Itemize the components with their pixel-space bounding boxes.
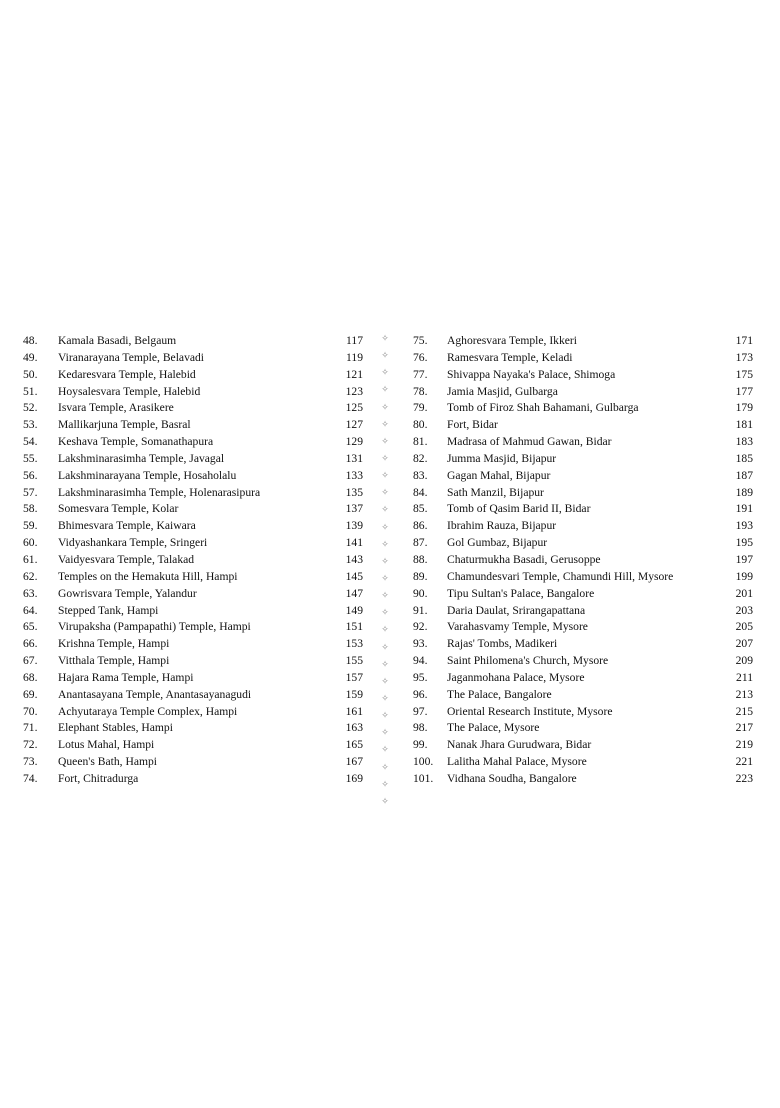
entry-title: Lotus Mahal, Hampi [58,738,155,752]
entry-number: 97. [413,704,428,718]
entry-title: Tomb of Qasim Barid II, Bidar [447,502,591,516]
entry-number: 79. [413,401,428,415]
contents-entry [23,485,363,502]
contents-entry [23,586,363,603]
entry-page-number: 201 [735,586,753,600]
contents-entry [23,367,363,384]
entry-number: 63. [23,586,38,600]
entry-page-number: 211 [736,670,753,684]
entry-page-number: 185 [735,451,753,465]
divider-ornament-icon: ✧ [381,488,389,499]
entry-title: Krishna Temple, Hampi [58,637,170,651]
contents-entry [413,603,753,620]
contents-entry [413,771,753,788]
entry-number: 67. [23,654,38,668]
entry-title: Ibrahim Rauza, Bijapur [447,519,557,533]
entry-page-number: 223 [735,771,753,785]
entry-page-number: 147 [345,586,363,600]
entry-title: Bhimesvara Temple, Kaiwara [58,519,196,533]
entry-number: 95. [413,670,428,684]
entry-number: 70. [23,704,38,718]
entry-title: Sath Manzil, Bijapur [447,485,544,499]
entry-number: 87. [413,536,428,550]
entry-number: 86. [413,519,428,533]
contents-entry [23,400,363,417]
entry-page-number: 215 [735,704,753,718]
entry-number: 50. [23,367,38,381]
entry-title: Virupaksha (Pampapathi) Temple, Hampi [58,620,251,634]
entry-page-number: 143 [345,552,363,566]
divider-ornament-icon: ✧ [381,728,389,739]
contents-entry [413,636,753,653]
entry-page-number: 173 [735,350,753,364]
divider-ornament-icon: ✧ [381,796,389,807]
entry-title: Fort, Chitradurga [58,771,139,785]
entry-page-number: 145 [345,569,363,583]
entry-title: Kamala Basadi, Belgaum [58,334,177,347]
contents-entry [23,653,363,670]
contents-entry [23,720,363,737]
entry-number: 51. [23,384,38,398]
entry-number: 71. [23,721,38,735]
entry-page-number: 149 [345,603,363,617]
entry-page-number: 153 [345,637,363,651]
entry-number: 91. [413,603,428,617]
contents-entry [413,518,753,535]
entry-page-number: 121 [345,367,363,381]
entry-number: 99. [413,738,428,752]
contents-entry [23,417,363,434]
entry-title: Lakshminarasimha Temple, Holenarasipura [58,485,261,499]
entry-number: 92. [413,620,428,634]
entry-page-number: 167 [345,755,363,769]
contents-entry [413,619,753,636]
contents-entry [413,535,753,552]
entry-title: Vitthala Temple, Hampi [58,654,170,668]
contents-entry [413,653,753,670]
contents-entry [413,333,753,350]
entry-title: Lakshminarasimha Temple, Javagal [58,451,225,465]
divider-ornament-icon: ✧ [381,351,389,362]
contents-entry [413,586,753,603]
contents-entry [413,417,753,434]
divider-ornament-icon: ✧ [381,608,389,619]
contents-entry [23,603,363,620]
divider-ornament-icon: ✧ [381,762,389,773]
entry-number: 57. [23,485,38,499]
contents-entry [23,687,363,704]
entry-title: Jamia Masjid, Gulbarga [447,384,558,398]
entry-title: Kedaresvara Temple, Halebid [58,367,196,381]
contents-entry [23,468,363,485]
entry-title: Mallikarjuna Temple, Basral [58,418,191,432]
contents-entry [23,670,363,687]
contents-entry [23,619,363,636]
entry-number: 62. [23,569,38,583]
divider-ornament-icon: ✧ [381,539,389,550]
entry-page-number: 155 [345,654,363,668]
entry-number: 68. [23,670,38,684]
entry-title: Rajas' Tombs, Madikeri [447,637,558,651]
entry-page-number: 213 [735,687,753,701]
entry-title: Queen's Bath, Hampi [58,755,158,769]
entry-number: 81. [413,435,428,449]
entry-page-number: 203 [735,603,753,617]
entry-number: 49. [23,350,38,364]
entry-title: Tipu Sultan's Palace, Bangalore [447,586,595,600]
entry-page-number: 183 [735,435,753,449]
entry-number: 75. [413,334,428,347]
entry-page-number: 129 [345,435,363,449]
entry-title: Anantasayana Temple, Anantasayanagudi [58,687,252,701]
entry-number: 58. [23,502,38,516]
entry-number: 69. [23,687,38,701]
entry-number: 85. [413,502,428,516]
divider-ornament-icon: ✧ [381,659,389,670]
entry-number: 60. [23,536,38,550]
entry-number: 73. [23,755,38,769]
entry-title: The Palace, Mysore [447,721,540,735]
entry-number: 96. [413,687,428,701]
entry-page-number: 205 [735,620,753,634]
entry-number: 55. [23,451,38,465]
divider-ornament-icon: ✧ [381,676,389,687]
contents-entry [413,569,753,586]
entry-title: Elephant Stables, Hampi [58,721,173,735]
entry-number: 52. [23,401,38,415]
entry-page-number: 209 [735,654,753,668]
entry-title: Vidyashankara Temple, Sringeri [58,536,208,550]
entry-number: 90. [413,586,428,600]
contents-column-right [413,333,753,788]
contents-entry [413,720,753,737]
contents-entry [23,333,363,350]
divider-ornament-icon: ✧ [381,745,389,756]
divider-ornament-icon: ✧ [381,591,389,602]
divider-ornament-icon: ✧ [381,505,389,516]
entry-number: 59. [23,519,38,533]
entry-page-number: 177 [735,384,753,398]
divider-ornament-icon: ✧ [381,522,389,533]
entry-title: Viranarayana Temple, Belavadi [58,350,205,364]
entry-number: 93. [413,637,428,651]
contents-entry [413,468,753,485]
entry-page-number: 187 [735,468,753,482]
contents-entry [413,670,753,687]
entry-number: 76. [413,350,428,364]
contents-entry [413,350,753,367]
divider-ornament-icon: ✧ [381,779,389,790]
entry-number: 53. [23,418,38,432]
entry-title: Somesvara Temple, Kolar [58,502,179,516]
entry-title: Stepped Tank, Hampi [58,603,159,617]
contents-entry [23,535,363,552]
entry-number: 94. [413,654,428,668]
entry-number: 77. [413,367,428,381]
entry-number: 100. [413,755,434,769]
entry-title: Lakshminarayana Temple, Hosaholalu [58,468,237,482]
entry-title: Hajara Rama Temple, Hampi [58,670,194,684]
entry-title: Lalitha Mahal Palace, Mysore [447,755,587,769]
entry-title: Gowrisvara Temple, Yalandur [58,586,197,600]
entry-number: 64. [23,603,38,617]
contents-entry [23,350,363,367]
entry-title: Varahasvamy Temple, Mysore [447,620,588,634]
entry-page-number: 163 [345,721,363,735]
entry-page-number: 189 [735,485,753,499]
entry-number: 65. [23,620,38,634]
contents-entry [413,434,753,451]
contents-entry [23,434,363,451]
entry-title: Keshava Temple, Somanathapura [58,435,214,449]
entry-page-number: 193 [735,519,753,533]
entry-title: Vaidyesvara Temple, Talakad [58,552,195,566]
ornamental-divider [379,335,391,807]
entry-page-number: 191 [735,502,753,516]
contents-entry [23,501,363,518]
entry-title: Oriental Research Institute, Mysore [447,704,613,718]
entry-page-number: 123 [345,384,363,398]
contents-entry [413,451,753,468]
entry-page-number: 157 [345,670,363,684]
divider-ornament-icon: ✧ [381,368,389,379]
entry-title: Ramesvara Temple, Keladi [447,350,573,364]
entry-title: Aghoresvara Temple, Ikkeri [447,334,577,347]
divider-ornament-icon: ✧ [381,402,389,413]
entry-title: Madrasa of Mahmud Gawan, Bidar [447,435,612,449]
divider-ornament-icon: ✧ [381,693,389,704]
entry-page-number: 151 [345,620,363,634]
entry-page-number: 127 [345,418,363,432]
contents-entry [23,451,363,468]
entry-page-number: 179 [735,401,753,415]
contents-entry [413,704,753,721]
entry-page-number: 199 [735,569,753,583]
entry-title: Saint Philomena's Church, Mysore [447,654,609,668]
contents-entry [23,636,363,653]
entry-title: Gol Gumbaz, Bijapur [447,536,548,550]
entry-number: 78. [413,384,428,398]
contents-entry [23,771,363,788]
entry-number: 66. [23,637,38,651]
contents-column-left [23,333,363,788]
entry-number: 83. [413,468,428,482]
entry-title: Gagan Mahal, Bijapur [447,468,551,482]
entry-title: Daria Daulat, Srirangapattana [447,603,586,617]
entry-title: Chaturmukha Basadi, Gerusoppe [447,552,601,566]
entry-number: 61. [23,552,38,566]
contents-entry [23,704,363,721]
entry-page-number: 141 [345,536,363,550]
contents-entry [413,400,753,417]
contents-entry [23,754,363,771]
entry-number: 48. [23,334,38,347]
contents-entry [413,754,753,771]
entry-number: 89. [413,569,428,583]
entry-page-number: 161 [345,704,363,718]
entry-page-number: 159 [345,687,363,701]
entry-page-number: 119 [346,350,363,364]
entry-number: 98. [413,721,428,735]
contents-entry [23,552,363,569]
entry-page-number: 207 [735,637,753,651]
entry-title: Vidhana Soudha, Bangalore [447,771,577,785]
entry-page-number: 171 [735,334,753,347]
contents-entry [23,518,363,535]
contents-entry [413,552,753,569]
entry-page-number: 197 [735,552,753,566]
entry-number: 101. [413,771,434,785]
entry-number: 74. [23,771,38,785]
contents-entry [413,687,753,704]
entry-page-number: 139 [345,519,363,533]
entry-page-number: 181 [735,418,753,432]
entry-page-number: 137 [345,502,363,516]
entry-number: 54. [23,435,38,449]
entry-page-number: 125 [345,401,363,415]
entry-page-number: 135 [345,485,363,499]
divider-ornament-icon: ✧ [381,334,389,344]
contents-entry [413,384,753,401]
entry-title: The Palace, Bangalore [447,687,552,701]
contents-entry [413,737,753,754]
entry-title: Chamundesvari Temple, Chamundi Hill, Mysore [447,569,674,583]
entry-title: Achyutaraya Temple Complex, Hampi [58,704,238,718]
entry-page-number: 133 [345,468,363,482]
divider-ornament-icon: ✧ [381,471,389,482]
entry-title: Fort, Bidar [447,418,498,432]
entry-page-number: 169 [345,771,363,785]
entry-title: Nanak Jhara Gurudwara, Bidar [447,738,592,752]
entry-page-number: 175 [735,367,753,381]
entry-title: Hoysalesvara Temple, Halebid [58,384,201,398]
entry-page-number: 219 [735,738,753,752]
entry-page-number: 131 [345,451,363,465]
entry-page-number: 221 [735,755,753,769]
entry-number: 84. [413,485,428,499]
divider-ornament-icon: ✧ [381,385,389,396]
entry-page-number: 165 [345,738,363,752]
divider-ornament-icon: ✧ [381,453,389,464]
entry-number: 56. [23,468,38,482]
entry-page-number: 217 [735,721,753,735]
entry-number: 82. [413,451,428,465]
entry-page-number: 117 [346,334,363,347]
entry-number: 72. [23,738,38,752]
entry-title: Jaganmohana Palace, Mysore [447,670,585,684]
divider-ornament-icon: ✧ [381,436,389,447]
contents-entry [23,737,363,754]
divider-ornament-icon: ✧ [381,625,389,636]
contents-entry [413,485,753,502]
entry-number: 88. [413,552,428,566]
contents-entry [23,384,363,401]
entry-title: Temples on the Hemakuta Hill, Hampi [58,569,238,583]
entry-title: Jumma Masjid, Bijapur [447,451,557,465]
entry-title: Shivappa Nayaka's Palace, Shimoga [447,367,616,381]
divider-ornament-icon: ✧ [381,711,389,722]
divider-ornament-icon: ✧ [381,556,389,567]
divider-ornament-icon: ✧ [381,419,389,430]
entry-number: 80. [413,418,428,432]
entry-page-number: 195 [735,536,753,550]
entry-title: Tomb of Firoz Shah Bahamani, Gulbarga [447,401,639,415]
contents-entry [413,501,753,518]
entry-title: Isvara Temple, Arasikere [58,401,174,415]
divider-ornament-icon: ✧ [381,642,389,653]
contents-entry [23,569,363,586]
divider-ornament-icon: ✧ [381,573,389,584]
contents-entry [413,367,753,384]
